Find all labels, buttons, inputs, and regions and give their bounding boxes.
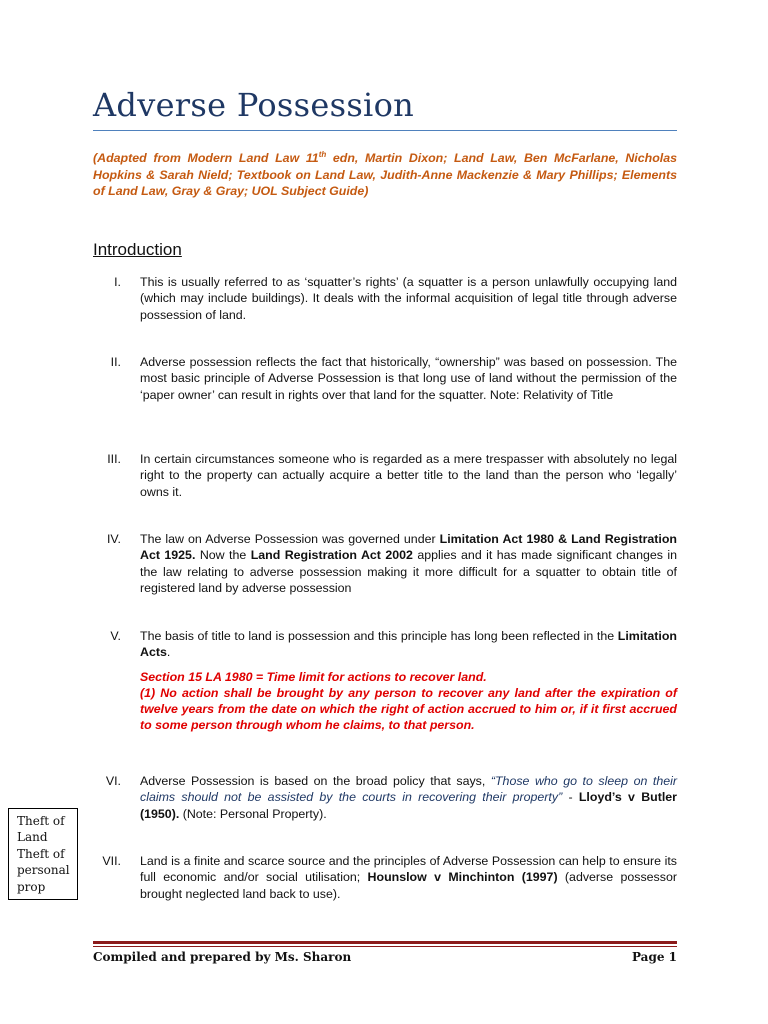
margin-note-line: Theft of — [17, 814, 65, 828]
text-run: Adverse Possession is based on the broad policy that says, — [140, 774, 491, 788]
sources-superscript: th — [318, 149, 327, 159]
text-run: applies and it has made significant changes in the law relating to adverse possession making it more difficult for a squatter to obtain title of registered land by adverse possession — [140, 548, 677, 595]
list-item-text — [140, 853, 677, 902]
margin-note-line: personal — [17, 863, 70, 878]
text-run: Land is a finite and scarce source and the principles of Adverse Possession can help to ensure its full economic and/or social utilisation; — [140, 854, 677, 885]
list-item-number: III. — [107, 452, 121, 466]
text-run: (Note: Personal Property). — [179, 806, 327, 821]
list-item-text: In certain circumstances someone who is regarded as a mere trespasser with absolutely no legal right to the property can actually acquire a better title to the land than the person who ‘legally’ owns it. — [140, 452, 677, 499]
list-item-text: This is usually referred to as ‘squatter’s rights’ (a squatter is a person unlawfully occupying land (which may include buildings). It deals with the informal acquisition of legal title through adverse possession of land. — [140, 275, 677, 322]
footer-divider — [93, 941, 677, 944]
margin-note-box — [8, 808, 78, 900]
text-run: The basis of title to land is possession and this principle has long been reflected in the — [140, 629, 618, 643]
footer-author: Compiled and prepared by Ms. Sharon — [93, 950, 352, 964]
footer-divider-thin — [93, 946, 677, 947]
text-run: . — [166, 645, 171, 660]
list-item-text — [140, 628, 677, 734]
statute-text: (1) No action shall be brought by any person to recover any land after the expiration of twelve years from the date on which the right of action accrued to him or, if it first accrued to some person through whom he claims, to that person. — [140, 685, 677, 733]
sources-text-1: (Adapted from Modern Land Law 11 — [93, 151, 319, 165]
margin-note-line: Theft of — [17, 846, 65, 861]
text-run: (adverse possessor brought neglected land back to use). — [140, 870, 677, 901]
statute-heading: Section 15 LA 1980 = Time limit for actions to recover land. — [140, 669, 487, 684]
list-item-number: VI. — [105, 774, 121, 788]
list-item-text — [140, 531, 677, 596]
sources-text-2: edn, Martin Dixon; Land Law, Ben McFarlane, Nicholas Hopkins & Sarah Nield; Textbook on Land Law, Judith-Anne Mackenzie & Mary Phillips; Elements of Land Law, Gray & Gray; UOL Subject Guide) — [93, 151, 678, 198]
statute-reference: Limitation Acts — [140, 629, 677, 660]
text-run: The law on Adverse Possession was governed under — [140, 532, 440, 546]
text-run: Now the — [195, 548, 251, 563]
list-item-body — [140, 628, 677, 661]
list-item-text: Adverse possession reflects the fact that historically, “ownership” was based on possession. The most basic principle of Adverse Possession is that long use of land without the permission of the ‘paper owner’ can result in rights over that land for the squatter. Note: Relativity of Title — [140, 355, 677, 402]
text-run: - — [562, 790, 579, 805]
statute-reference: Limitation Act 1980 & Land Registration Act 1925. — [140, 532, 677, 563]
margin-note-line: prop — [17, 879, 46, 894]
section-heading-introduction: Introduction — [93, 240, 182, 259]
document-title: Adverse Possession — [93, 86, 415, 124]
statute-quote — [140, 669, 677, 734]
statute-reference: Land Registration Act 2002 — [250, 548, 413, 563]
list-item-number: IV. — [106, 532, 121, 546]
case-reference: Lloyd’s v Butler (1950). — [140, 790, 677, 821]
sources-note — [93, 150, 677, 200]
list-item-number: VII. — [102, 854, 121, 868]
title-divider — [93, 130, 677, 131]
list-item-text — [140, 773, 677, 822]
list-item-number: II. — [110, 355, 121, 369]
list-item-number: V. — [110, 629, 121, 643]
page-number: Page 1 — [631, 950, 677, 964]
case-reference: Hounslow v Minchinton (1997) — [367, 870, 558, 885]
margin-note-line: Land — [17, 830, 48, 845]
policy-quote: “Those who go to sleep on their claims should not be assisted by the courts in recovering their property” — [140, 774, 677, 805]
list-item-number: I. — [114, 275, 121, 289]
